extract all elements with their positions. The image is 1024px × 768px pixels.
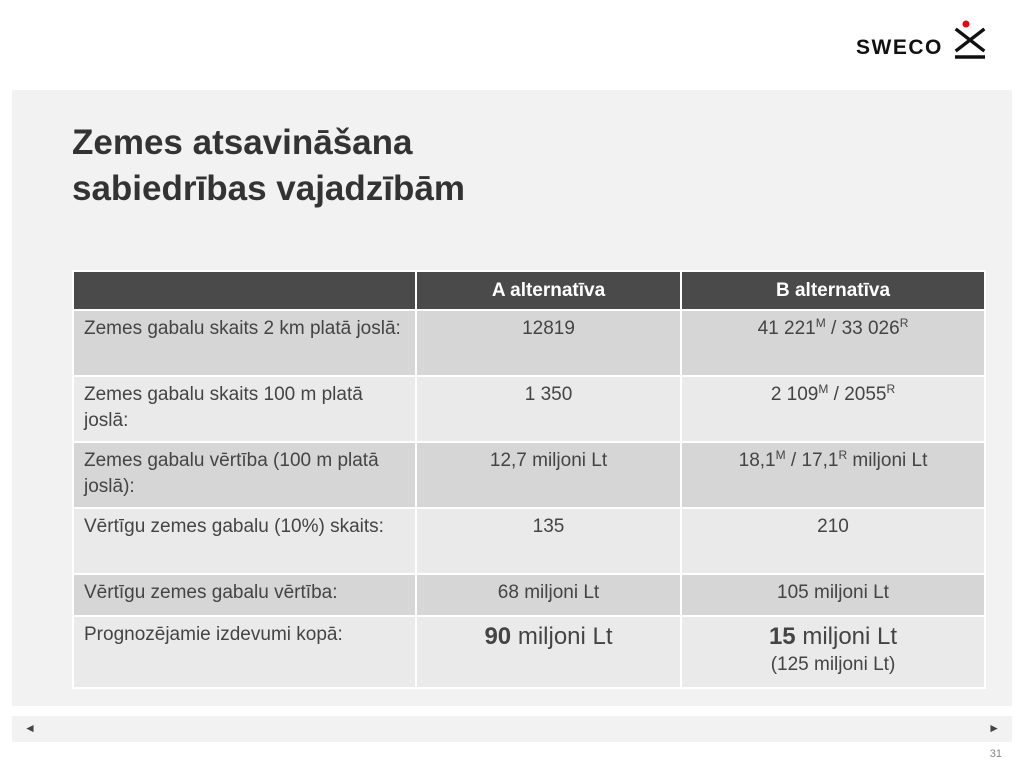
slide-nav-bar	[12, 716, 1012, 742]
row-label: Prognozējamie izdevumi kopā:	[73, 616, 416, 688]
value-b: $18,1^M / 17,1^R$ miljoni Lt	[681, 442, 985, 508]
total-a-rest: miljoni Lt	[511, 623, 613, 650]
value-b: 41 $221^M / 33$ $026^R$	[681, 310, 985, 376]
next-slide-icon[interactable]: ►	[988, 721, 1000, 735]
table-header-row	[73, 271, 985, 310]
row-label: Zemes gabalu skaits 100 m platā joslā:	[73, 376, 416, 442]
value-a: 12819	[416, 310, 681, 376]
value-b: 210	[681, 508, 985, 574]
slide-content	[12, 90, 1012, 706]
row-label: Vērtīgu zemes gabalu vērtība:	[73, 574, 416, 616]
comparison-table	[72, 270, 986, 689]
sweco-mark-icon	[952, 20, 988, 60]
header-alternative-a: A alternatīva	[416, 271, 681, 310]
row-label: Vērtīgu zemes gabalu (10%) skaits:	[73, 508, 416, 574]
value-b: 2 $109^M / 2055^R$	[681, 376, 985, 442]
value-a	[416, 616, 681, 688]
header-alternative-b: B alternatīva	[681, 271, 985, 310]
table-row	[73, 376, 985, 442]
previous-slide-icon[interactable]: ◄	[24, 721, 36, 735]
total-a-bold: 90	[484, 623, 512, 650]
page-number: 31	[989, 748, 1002, 760]
value-b	[681, 616, 985, 688]
value-a: 68 miljoni Lt	[416, 574, 681, 616]
logo-text: SWECO	[856, 36, 943, 59]
value-a: 135	[416, 508, 681, 574]
value-b: 105 miljoni Lt	[681, 574, 985, 616]
value-a: 12,7 miljoni Lt	[416, 442, 681, 508]
table-row	[73, 442, 985, 508]
table-row	[73, 574, 985, 616]
total-b-bold: 15	[768, 623, 796, 650]
row-label: Zemes gabalu vērtība (100 m platā joslā):	[73, 442, 416, 508]
table-row	[73, 616, 985, 688]
total-b-rest: miljoni Lt	[795, 623, 898, 650]
table-row	[73, 508, 985, 574]
value-a: 1 350	[416, 376, 681, 442]
header-empty	[73, 271, 416, 310]
title-line-2: sabiedrības vajadzībām	[72, 169, 465, 208]
title-line-1: Zemes atsavināšana	[72, 123, 413, 162]
table-row	[73, 310, 985, 376]
total-b-note: (125 miljoni Lt)	[770, 654, 896, 675]
slide-title	[72, 120, 465, 212]
row-label: Zemes gabalu skaits 2 km platā joslā:	[73, 310, 416, 376]
sweco-logo	[856, 20, 996, 62]
